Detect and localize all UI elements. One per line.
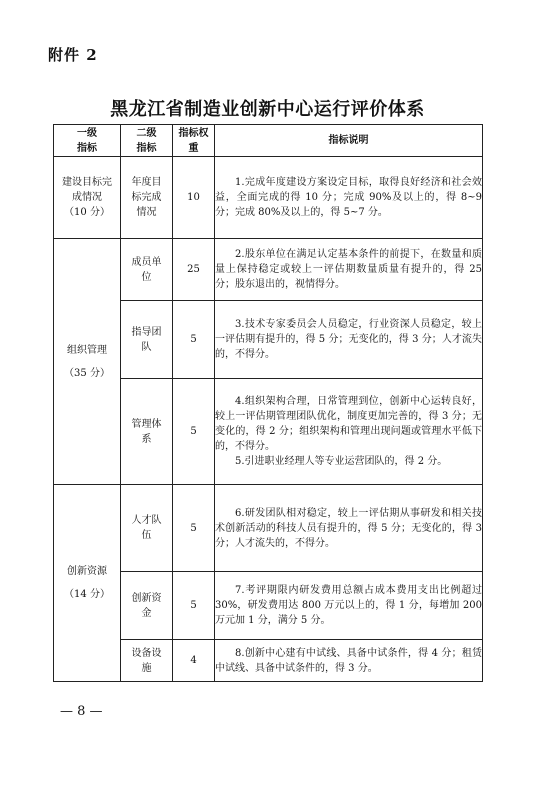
description-cell: 3.技术专家委员会人员稳定，行业资深人员稳定，较上一评估期有提升的，得 5 分；无变化的，得 3 分；人才流失的，不得分。 [215,301,483,379]
level1-indicator-cell: 创新资源 （14 分） [54,485,121,682]
document-title: 黑龙江省制造业创新中心运行评价体系 [110,99,425,120]
table-row [54,239,483,301]
description-cell: 2.股东单位在满足认定基本条件的前提下，在数量和质量上保持稳定或较上一评估期数量质量有提升的，得 25 分；股东退出的，视情得分。 [215,239,483,301]
description-cell: 4.组织架构合理，日常管理到位，创新中心运转良好，较上一评估期管理团队优化，制度更加完善的，得 3 分；无变化的，得 2 分；组织架构和管理出现问题或管理水平低下的，不得分。 5.引进职业经理人等专业运营团队的，得 2 分。 [215,379,483,485]
description-cell: 1.完成年度建设方案设定目标，取得良好经济和社会效益，全面完成的得 10 分；完成 90%及以上的，得 8~9 分；完成 80%及以上的，得 5~7 分。 [215,157,483,239]
description-cell: 8.创新中心建有中试线、具备中试条件，得 4 分；租赁中试线、具备中试条件的，得 3 分。 [215,640,483,682]
description-cell: 6.研发团队相对稳定，较上一评估期从事研发和相关技术创新活动的科技人员有提升的，得 5 分；无变化的，得 3 分；人才流失的，不得分。 [215,485,483,572]
level1-indicator-cell: 建设目标完 成情况 （10 分） [54,157,121,239]
level2-indicator-cell: 管理体 系 [121,379,173,485]
level2-indicator-cell: 创新资 金 [121,572,173,640]
header-weight: 指标权 重 [173,125,215,157]
level2-indicator-cell: 设备设 施 [121,640,173,682]
table-header-row [54,125,483,157]
header-level1: 一级 指标 [54,125,121,157]
weight-cell: 5 [173,572,215,640]
level2-indicator-cell: 指导团 队 [121,301,173,379]
header-description: 指标说明 [215,125,483,157]
table-row [54,485,483,572]
page-number: — 8 — [60,704,103,719]
weight-cell: 10 [173,157,215,239]
evaluation-table [53,124,483,682]
level2-indicator-cell: 成员单 位 [121,239,173,301]
weight-cell: 5 [173,485,215,572]
level1-indicator-cell: 组织管理 （35 分） [54,239,121,485]
weight-cell: 25 [173,239,215,301]
weight-cell: 5 [173,301,215,379]
weight-cell: 4 [173,640,215,682]
description-cell: 7.考评期限内研发费用总额占成本费用支出比例超过 30%，研发费用达 800 万元以上的，得 1 分，每增加 200 万元加 1 分，满分 5 分。 [215,572,483,640]
header-level2: 二级 指标 [121,125,173,157]
attachment-label: 附件 2 [48,46,98,64]
weight-cell: 5 [173,379,215,485]
level2-indicator-cell: 年度目 标完成 情况 [121,157,173,239]
table-row [54,157,483,239]
level2-indicator-cell: 人才队 伍 [121,485,173,572]
